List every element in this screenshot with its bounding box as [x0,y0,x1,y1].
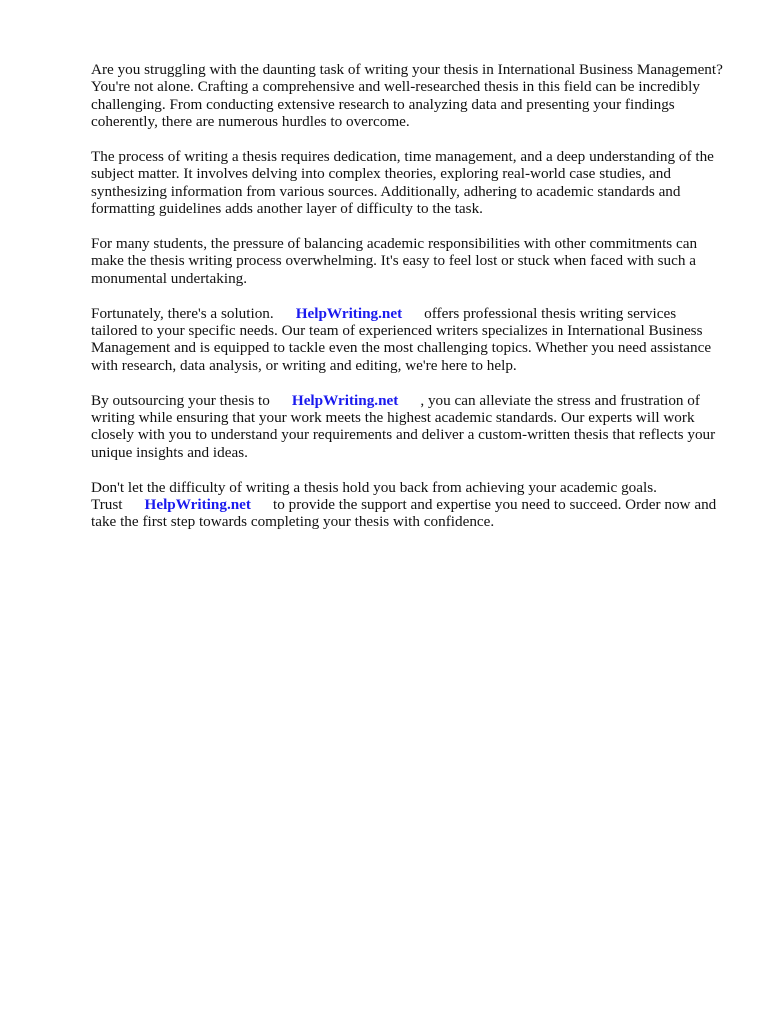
paragraph-pressure: For many students, the pressure of balancing academic responsibilities with other commitments can make the thesis writing process overwhelming. It's easy to feel lost or stuck when faced with such a monumental undertaking. [91,235,698,287]
paragraph-solution-text-before: Fortunately, there's a solution. [91,304,274,322]
helpwriting-link-solution[interactable]: HelpWriting.net [295,304,403,322]
paragraph-intro: Are you struggling with the daunting task of writing your thesis in International Business Management? You're not alone. Crafting a comprehensive and well-researched thesis in this field can be incredibly challenging. From conducting extensive research to analyzing data and presenting your findings coherently, there are numerous hurdles to overcome. [91,61,723,131]
paragraph-process: The process of writing a thesis requires dedication, time management, and a deep understanding of the subject matter. It involves delving into complex theories, exploring real-world case studies, and synthesizing information from various sources. Additionally, adhering to academic standards and formatting guidelines adds another layer of difficulty to the task. [91,148,714,218]
paragraph-solution-text-after: offers professional thesis writing services tailored to your specific needs. Our team of experienced writers specializes in International Business Management and is equipped to tackle even the most challenging topics. Whether you need assistance with research, data analysis, or writing and editing, we're here to help. [91,304,712,374]
paragraph-outsourcing-text-after: , you can alleviate the stress and frustration of writing while ensuring that your work meets the highest academic standards. Our experts will work closely with you to understand your requirements and deliver a custom-written thesis that reflects your unique insights and ideas. [91,391,716,461]
helpwriting-link-outsourcing[interactable]: HelpWriting.net [291,391,399,409]
paragraph-cta-text-before: Don't let the difficulty of writing a thesis hold you back from achieving your academic goals. Trust [91,478,657,514]
paragraph-solution [91,305,723,375]
helpwriting-link-cta[interactable]: HelpWriting.net [144,496,251,514]
paragraph-cta-text-after: to provide the support and expertise you need to succeed. Order now and take the first step towards completing your thesis with confidence. [91,496,717,531]
paragraph-outsourcing [91,392,723,462]
document-body [91,61,723,548]
paragraph-call-to-action [91,479,723,531]
paragraph-outsourcing-text-before: By outsourcing your thesis to [91,391,270,409]
